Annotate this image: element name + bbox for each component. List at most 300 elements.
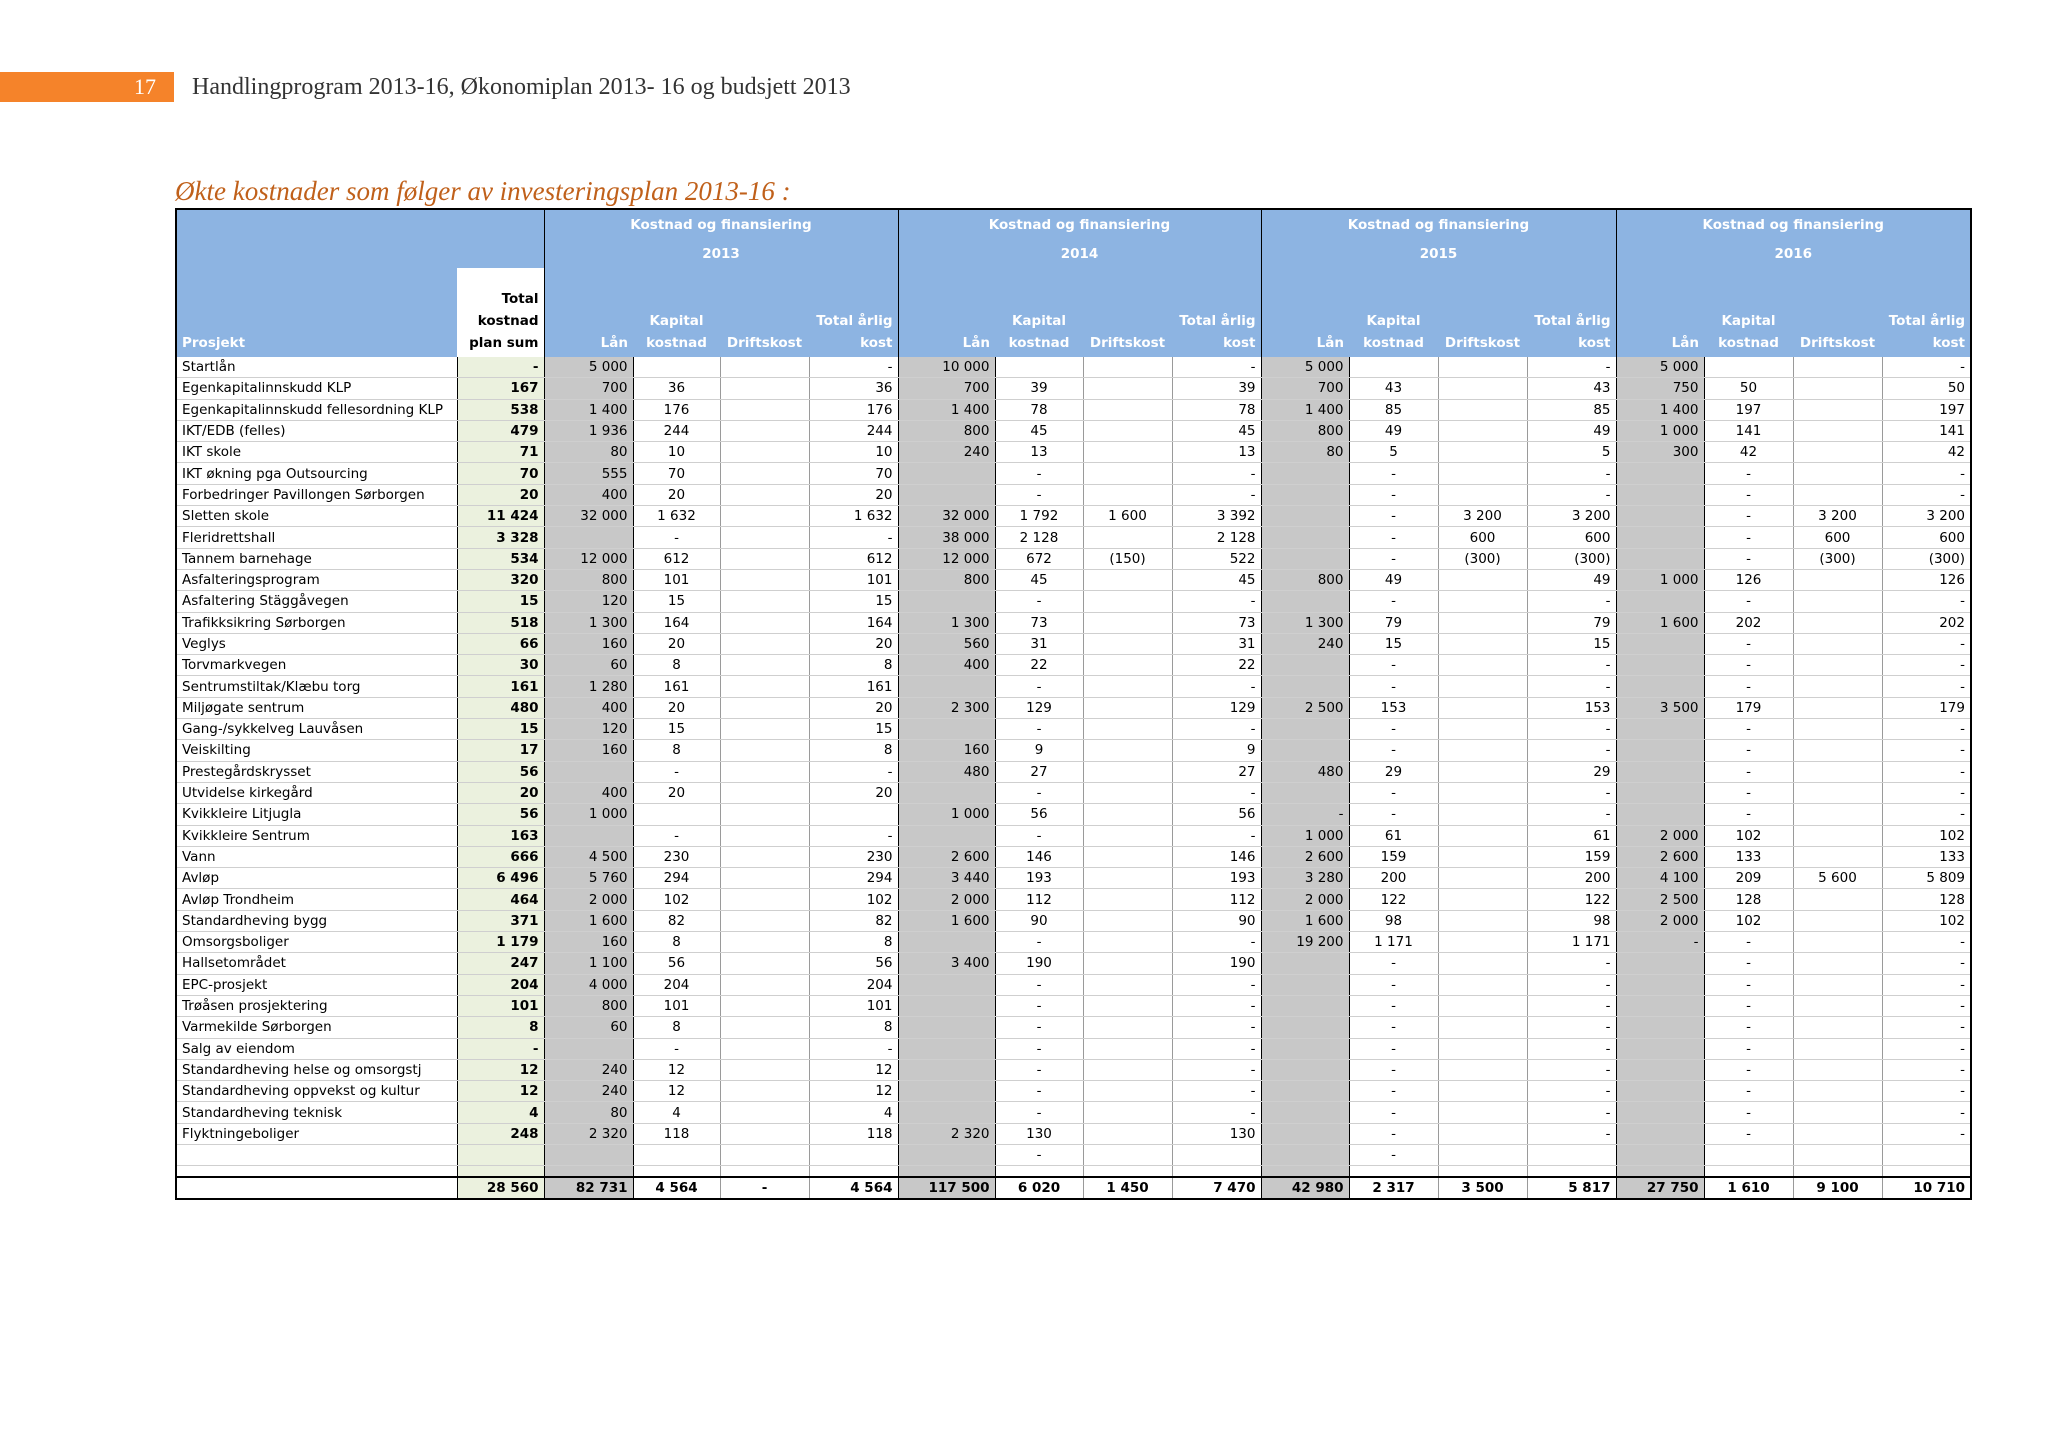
total-arlig-value: 102 [809,889,898,910]
driftskost-value [1793,910,1882,931]
project-name: Utvidelse kirkegård [176,782,457,803]
lan-value [1616,782,1704,803]
lan-value [1616,1123,1704,1144]
total-arlig-value: - [1882,953,1971,974]
driftskost-value [1083,910,1172,931]
kapital-value: 20 [633,697,720,718]
table-row [176,995,1971,1016]
driftskost-value [1083,1017,1172,1038]
driftskost-value [720,889,809,910]
total-arlig-value: - [1882,463,1971,484]
kapital-value [633,357,720,378]
driftskost-value [1083,484,1172,505]
kapital-value: 73 [995,612,1083,633]
total-arlig-value: 612 [809,548,898,569]
total-arlig-value: - [1527,1123,1616,1144]
lan-value [1616,804,1704,825]
lan-value [1261,1059,1349,1080]
kapital-value: 672 [995,548,1083,569]
lan-value: 2 500 [1261,697,1349,718]
kapital-value: 85 [1349,399,1438,420]
table-row [176,1059,1971,1080]
table-row [176,633,1971,654]
kapital-value [1704,1144,1793,1165]
driftskost-value [720,953,809,974]
driftskost-value [1793,1102,1882,1123]
kapital-value: 49 [1349,569,1438,590]
lan-value [898,591,995,612]
kapital-value: 126 [1704,569,1793,590]
total-plan-sum: 480 [457,697,544,718]
spacer-cell [1793,1166,1882,1178]
header-blank [176,240,457,268]
total-arlig-value: - [1172,484,1261,505]
lan-value: 117 500 [898,1177,995,1199]
driftskost-value [1438,1081,1527,1102]
kapital-value: 122 [1349,889,1438,910]
kapital-value: 244 [633,420,720,441]
project-name: Torvmarkvegen [176,655,457,676]
driftskost-value [1438,1017,1527,1038]
lan-value: 19 200 [1261,932,1349,953]
driftskost-value [1438,655,1527,676]
total-plan-sum: 20 [457,484,544,505]
total-arlig-value: - [1527,1059,1616,1080]
kapital-value: 82 [633,910,720,931]
col-header-total-arlig: Total årlig kost [1882,268,1971,357]
total-plan-sum: 167 [457,378,544,399]
kapital-value: - [1349,1102,1438,1123]
kapital-value: 22 [995,655,1083,676]
driftskost-value [720,1017,809,1038]
total-plan-sum: 15 [457,591,544,612]
driftskost-value [1793,378,1882,399]
total-plan-sum: 15 [457,719,544,740]
driftskost-value [1083,442,1172,463]
lan-value [1616,527,1704,548]
driftskost-value [720,357,809,378]
lan-value [898,463,995,484]
driftskost-value [1438,1102,1527,1123]
lan-value [1261,1038,1349,1059]
lan-value: 120 [544,591,633,612]
driftskost-value [1083,846,1172,867]
total-arlig-value: 1 632 [809,506,898,527]
spacer-cell [898,1166,995,1178]
driftskost-value [720,932,809,953]
kapital-value: 146 [995,846,1083,867]
driftskost-value [720,399,809,420]
lan-value [544,761,633,782]
table-row [176,399,1971,420]
lan-value: 2 320 [898,1123,995,1144]
total-arlig-value: 101 [809,569,898,590]
driftskost-value [1438,612,1527,633]
driftskost-value [1438,804,1527,825]
table-row [176,1123,1971,1144]
lan-value [1261,953,1349,974]
spacer-cell [1349,1166,1438,1178]
lan-value [544,527,633,548]
total-plan-sum: 247 [457,953,544,974]
total-arlig-value: 2 128 [1172,527,1261,548]
driftskost-value [1083,399,1172,420]
total-plan-sum: 66 [457,633,544,654]
driftskost-value [1083,825,1172,846]
project-name: Avløp Trondheim [176,889,457,910]
kapital-value: - [1349,1123,1438,1144]
kapital-value: 90 [995,910,1083,931]
lan-value [1616,1038,1704,1059]
lan-value [898,932,995,953]
total-arlig-value: 294 [809,868,898,889]
lan-value: 2 500 [1616,889,1704,910]
table-row [176,974,1971,995]
total-arlig-value: 230 [809,846,898,867]
kapital-value: 9 [995,740,1083,761]
driftskost-value [720,697,809,718]
lan-value: 80 [1261,442,1349,463]
lan-value [1616,591,1704,612]
lan-value: 2 000 [544,889,633,910]
kapital-value: - [1349,1081,1438,1102]
spacer-cell [1083,1166,1172,1178]
kapital-value: - [1349,740,1438,761]
driftskost-value [720,846,809,867]
total-arlig-value: - [1882,740,1971,761]
spacer-cell [1616,1166,1704,1178]
table-row [176,697,1971,718]
lan-value [1261,484,1349,505]
kapital-value: 8 [633,932,720,953]
lan-value: 10 000 [898,357,995,378]
driftskost-value [1438,740,1527,761]
lan-value: 82 731 [544,1177,633,1199]
driftskost-value [1793,612,1882,633]
group-label-2013: Kostnad og finansiering [544,209,898,240]
driftskost-value [1083,889,1172,910]
kapital-value: 101 [633,569,720,590]
total-arlig-value: 61 [1527,825,1616,846]
kapital-value: - [995,719,1083,740]
lan-value: 2 320 [544,1123,633,1144]
total-arlig-value: - [1882,1081,1971,1102]
total-arlig-value: 70 [809,463,898,484]
total-arlig-value: 153 [1527,697,1616,718]
col-header-kapital: Kapital kostnad [995,268,1083,357]
total-arlig-value: - [809,825,898,846]
driftskost-value [720,1059,809,1080]
driftskost-value [1793,1017,1882,1038]
lan-value: 800 [544,569,633,590]
total-arlig-value: 45 [1172,569,1261,590]
total-arlig-value: 7 470 [1172,1177,1261,1199]
driftskost-value [720,825,809,846]
lan-value [1261,782,1349,803]
total-arlig-value: 3 200 [1527,506,1616,527]
table-row [176,868,1971,889]
lan-value: 160 [544,633,633,654]
lan-value [1261,1081,1349,1102]
spacer-cell [457,1166,544,1178]
lan-value [1616,1102,1704,1123]
total-arlig-value: - [809,527,898,548]
table-row [176,378,1971,399]
lan-value [1616,506,1704,527]
total-arlig-value: 49 [1527,420,1616,441]
total-arlig-value: 600 [1882,527,1971,548]
total-arlig-value: 20 [809,782,898,803]
driftskost-value [1793,442,1882,463]
totals-row [176,1177,1971,1199]
total-arlig-value: 197 [1882,399,1971,420]
project-name: Fleridrettshall [176,527,457,548]
total-arlig-value: 98 [1527,910,1616,931]
driftskost-value [1438,1059,1527,1080]
total-arlig-value: 159 [1527,846,1616,867]
lan-value: 1 600 [1261,910,1349,931]
total-arlig-value: 122 [1527,889,1616,910]
kapital-value: 230 [633,846,720,867]
table-row [176,1017,1971,1038]
spacer-cell [1172,1166,1261,1178]
kapital-value: 45 [995,420,1083,441]
kapital-value: 2 317 [1349,1177,1438,1199]
spacer-row [176,1166,1971,1178]
kapital-value: - [1349,1059,1438,1080]
lan-value [898,1017,995,1038]
total-arlig-value: - [1527,591,1616,612]
total-arlig-value: 42 [1882,442,1971,463]
lan-value: 240 [898,442,995,463]
driftskost-value: 600 [1438,527,1527,548]
total-arlig-value: - [1527,740,1616,761]
lan-value: 1 400 [898,399,995,420]
total-plan-sum: 161 [457,676,544,697]
total-arlig-value: - [1527,484,1616,505]
kapital-value: - [1349,1038,1438,1059]
kapital-value: - [1704,676,1793,697]
project-name: Egenkapitalinnskudd KLP [176,378,457,399]
total-plan-sum: - [457,357,544,378]
lan-value [898,974,995,995]
total-plan-sum: 479 [457,420,544,441]
kapital-value: - [1704,932,1793,953]
driftskost-value [1438,953,1527,974]
project-name: Standardheving bygg [176,910,457,931]
driftskost-value [1438,378,1527,399]
kapital-value: 130 [995,1123,1083,1144]
driftskost-value: 5 600 [1793,868,1882,889]
kapital-value: 56 [995,804,1083,825]
lan-value [898,1102,995,1123]
total-plan-sum: 538 [457,399,544,420]
driftskost-value [1438,697,1527,718]
kapital-value: - [995,1102,1083,1123]
total-arlig-value: - [1172,995,1261,1016]
total-arlig-value: - [1882,1017,1971,1038]
kapital-value: - [1349,995,1438,1016]
total-arlig-value: (300) [1882,548,1971,569]
lan-value: 1 000 [1616,569,1704,590]
lan-value: 3 440 [898,868,995,889]
driftskost-value [1438,484,1527,505]
lan-value: 1 000 [544,804,633,825]
table-row [176,655,1971,676]
lan-value: 240 [544,1081,633,1102]
driftskost-value [1083,1123,1172,1144]
total-arlig-value: 10 710 [1882,1177,1971,1199]
kapital-value: 141 [1704,420,1793,441]
lan-value: 2 000 [898,889,995,910]
kapital-value: - [1349,974,1438,995]
driftskost-value: 1 600 [1083,506,1172,527]
driftskost-value [1083,357,1172,378]
kapital-value: - [1349,1017,1438,1038]
driftskost-value [720,868,809,889]
total-arlig-value: 9 [1172,740,1261,761]
lan-value [1616,1017,1704,1038]
lan-value: 4 500 [544,846,633,867]
total-arlig-value: 179 [1882,697,1971,718]
kapital-value: - [995,1144,1083,1165]
kapital-value: - [1704,1102,1793,1123]
lan-value [1261,591,1349,612]
lan-value: 700 [1261,378,1349,399]
total-arlig-value: - [1527,655,1616,676]
table-row [176,932,1971,953]
lan-value: 1 400 [1261,399,1349,420]
total-arlig-value: 50 [1882,378,1971,399]
project-name: EPC-prosjekt [176,974,457,995]
total-arlig-value: 244 [809,420,898,441]
driftskost-value [1083,719,1172,740]
total-arlig-value: - [1527,1102,1616,1123]
total-arlig-value: - [1882,932,1971,953]
spacer-cell [544,1166,633,1178]
driftskost-value [1438,846,1527,867]
driftskost-value [1793,357,1882,378]
driftskost-value [1438,910,1527,931]
kapital-value [1349,357,1438,378]
lan-value [898,719,995,740]
lan-value: 4 100 [1616,868,1704,889]
driftskost-value [720,1123,809,1144]
total-arlig-value [809,804,898,825]
lan-value [898,995,995,1016]
kapital-value: 13 [995,442,1083,463]
lan-value [1616,953,1704,974]
header-blank [457,209,544,240]
project-name: Avløp [176,868,457,889]
table-row [176,804,1971,825]
driftskost-value [1793,1081,1882,1102]
lan-value: 2 300 [898,697,995,718]
kapital-value [633,1144,720,1165]
lan-value [1261,655,1349,676]
driftskost-value [720,974,809,995]
kapital-value: - [1349,719,1438,740]
total-arlig-value: - [1882,357,1971,378]
total-arlig-value: 73 [1172,612,1261,633]
driftskost-value [1793,782,1882,803]
total-arlig-value: - [1882,1038,1971,1059]
spacer-cell [633,1166,720,1178]
kapital-value: - [995,995,1083,1016]
total-arlig-value: - [1882,995,1971,1016]
driftskost-value [1438,1123,1527,1144]
total-arlig-value: 146 [1172,846,1261,867]
total-arlig-value: 128 [1882,889,1971,910]
total-arlig-value: 39 [1172,378,1261,399]
total-plan-sum: 56 [457,761,544,782]
driftskost-value [720,378,809,399]
lan-value: 4 000 [544,974,633,995]
kapital-value: - [995,1017,1083,1038]
total-arlig-value: 133 [1882,846,1971,867]
kapital-value: 50 [1704,378,1793,399]
driftskost-value [1083,676,1172,697]
driftskost-value [720,506,809,527]
lan-value [898,1059,995,1080]
lan-value: 1 600 [544,910,633,931]
table-row [176,484,1971,505]
total-arlig-value: 10 [809,442,898,463]
driftskost-value [1083,420,1172,441]
total-arlig-value: 176 [809,399,898,420]
project-name: Startlån [176,357,457,378]
total-arlig-value: 8 [809,740,898,761]
driftskost-value [1438,1144,1527,1165]
kapital-value: 612 [633,548,720,569]
project-name: Varmekilde Sørborgen [176,1017,457,1038]
total-arlig-value: - [809,1038,898,1059]
year-label: 2014 [898,240,1261,268]
kapital-value: - [995,1059,1083,1080]
kapital-value: - [633,1038,720,1059]
lan-value: 800 [1261,420,1349,441]
project-name: Standardheving teknisk [176,1102,457,1123]
total-plan-sum: 518 [457,612,544,633]
kapital-value: 200 [1349,868,1438,889]
lan-value: 560 [898,633,995,654]
total-plan-sum: 6 496 [457,868,544,889]
kapital-value: 101 [633,995,720,1016]
driftskost-value [1438,825,1527,846]
table-row [176,612,1971,633]
lan-value [1616,995,1704,1016]
kapital-value: - [633,825,720,846]
spacer-cell [1261,1166,1349,1178]
driftskost-value: 1 450 [1083,1177,1172,1199]
driftskost-value [1438,995,1527,1016]
lan-value [898,782,995,803]
driftskost-value [1083,868,1172,889]
kapital-value: 179 [1704,697,1793,718]
lan-value: 800 [1261,569,1349,590]
lan-value: 60 [544,655,633,676]
kapital-value: - [1349,1144,1438,1165]
driftskost-value [720,719,809,740]
lan-value: 400 [544,782,633,803]
group-label-2016: Kostnad og finansiering [1616,209,1971,240]
kapital-value: - [1349,804,1438,825]
total-arlig-value [1882,1144,1971,1165]
kapital-value: 1 632 [633,506,720,527]
total-arlig-value: - [1172,974,1261,995]
driftskost-value [720,995,809,1016]
driftskost-value [720,591,809,612]
